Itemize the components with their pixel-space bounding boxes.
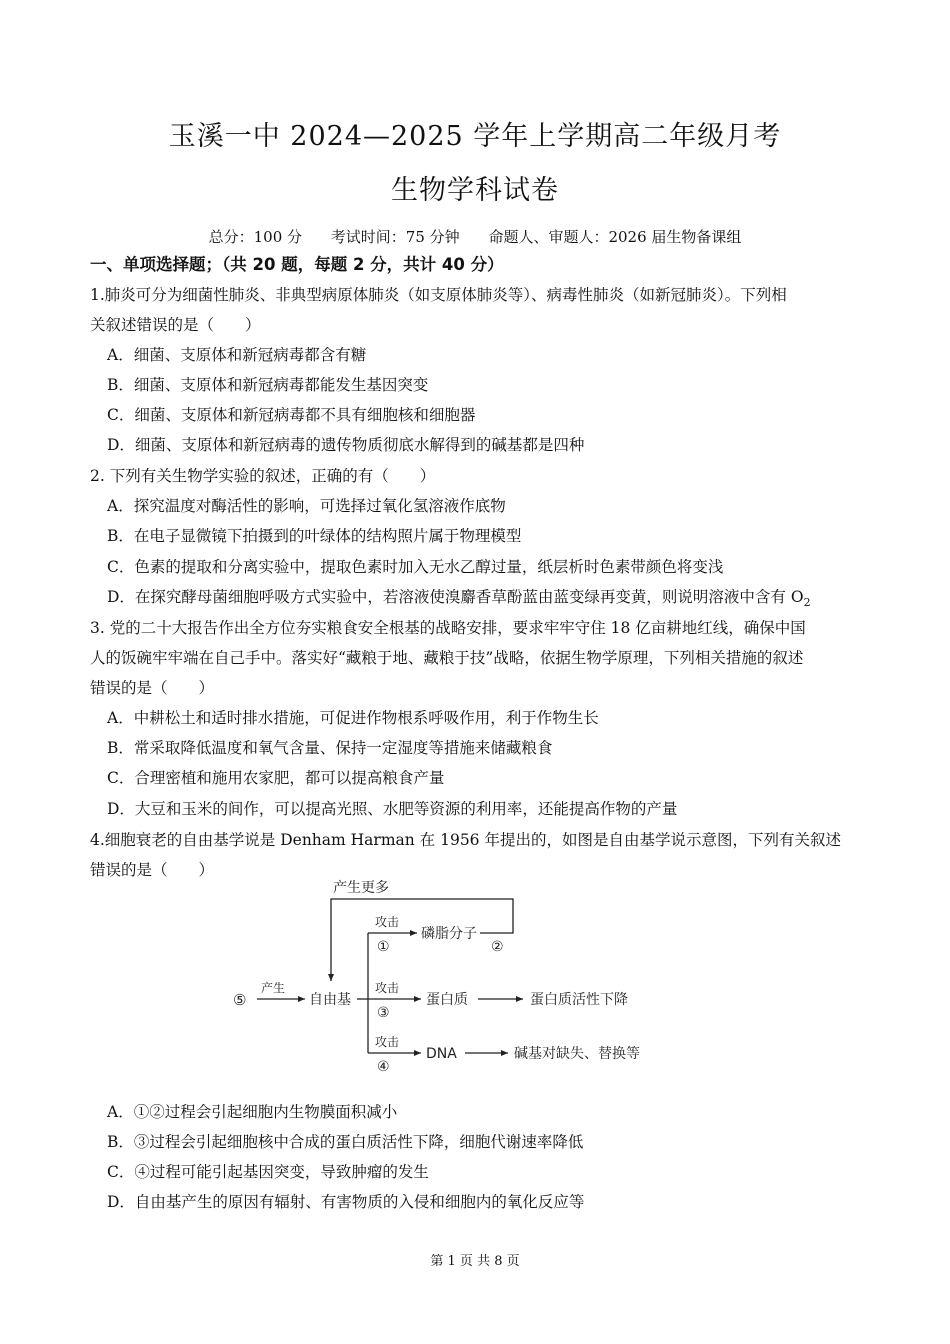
q3-option-d: D．大豆和玉米的间作，可以提高光照、水肥等资源的利用率，还能提高作物的产量 (107, 800, 678, 818)
free-radical-diagram (225, 875, 665, 1085)
q2-option-c: C．色素的提取和分离实验中，提取色素时加入无水乙醇过量，纸层析时色素带颜色将变浅 (107, 558, 724, 576)
q2-option-d-subscript: 2 (803, 596, 811, 610)
exam-title: 玉溪一中 2024—2025 学年上学期高二年级月考 (168, 121, 782, 152)
q4-option-a: A．①②过程会引起细胞内生物膜面积减小 (107, 1103, 398, 1121)
label-protein: 蛋白质 (426, 992, 468, 1008)
label-attack-3: 攻击 (375, 981, 400, 995)
label-n1: ① (377, 939, 390, 955)
label-dna-result: 碱基对缺失、替换等 (514, 1046, 640, 1062)
q3-option-c: C．合理密植和施用农家肥，都可以提高粮食产量 (107, 769, 445, 787)
q3-stem-line1: 3. 党的二十大报告作出全方位夯实粮食安全根基的战略安排，要求牢牢守住 18 亿亩耕地红线，确保中国 (90, 619, 806, 637)
label-attack-1: 攻击 (375, 915, 400, 929)
q3-stem-line3: 错误的是（ ） (90, 679, 215, 697)
q1-option-b: B．细菌、支原体和新冠病毒都能发生基因突变 (107, 376, 429, 394)
exam-time: 考试时间：75 分钟 (330, 228, 460, 246)
exam-meta (0, 226, 950, 247)
label-attack-4: 攻击 (375, 1035, 400, 1049)
page-footer: 第 1 页 共 8 页 (430, 1254, 520, 1269)
q1-stem-line2: 关叙述错误的是（ ） (90, 316, 261, 334)
q1-option-d: D．细菌、支原体和新冠病毒的遗传物质彻底水解得到的碱基都是四种 (107, 436, 585, 454)
label-produce: 产生 (261, 981, 286, 995)
q3-stem-line2: 人的饭碗牢牢端在自己手中。落实好“藏粮于地、藏粮于技”战略，依据生物学原理，下列相关措施的叙述 (90, 649, 804, 667)
q2-option-d (107, 585, 811, 609)
q2-option-a: A．探究温度对酶活性的影响，可选择过氧化氢溶液作底物 (107, 497, 506, 515)
label-protein-result: 蛋白质活性下降 (530, 992, 628, 1008)
q1-option-a: A．细菌、支原体和新冠病毒都含有糖 (107, 346, 367, 364)
q3-option-a: A．中耕松土和适时排水措施，可促进作物根系呼吸作用，利于作物生长 (107, 709, 599, 727)
q1-stem-line1: 1.肺炎可分为细菌性肺炎、非典型病原体肺炎（如支原体肺炎等）、病毒性肺炎（如新冠肺炎）。下列相 (90, 286, 787, 304)
q2-stem: 2. 下列有关生物学实验的叙述，正确的有（ ） (90, 467, 436, 485)
q4-stem-line2: 错误的是（ ） (90, 861, 215, 879)
exam-authors: 命题人、审题人：2026 届生物备课组 (488, 228, 742, 246)
section-heading: 一、单项选择题；（共 20 题，每题 2 分，共计 40 分） (90, 255, 504, 274)
label-dna: DNA (426, 1046, 457, 1062)
q3-option-b: B．常采取降低温度和氧气含量、保持一定湿度等措施来储藏粮食 (107, 739, 553, 757)
q2-option-b: B．在电子显微镜下拍摄到的叶绿体的结构照片属于物理模型 (107, 527, 522, 545)
q2-option-d-text: D．在探究酵母菌细胞呼吸方式实验中，若溶液使溴麝香草酚蓝由蓝变绿再变黄，则说明溶液中含有 O (107, 588, 804, 606)
q4-option-d: D．自由基产生的原因有辐射、有害物质的入侵和细胞内的氧化反应等 (107, 1193, 585, 1211)
label-phospholipid: 磷脂分子 (421, 926, 477, 942)
label-produce-more: 产生更多 (333, 880, 389, 896)
q4-option-c: C．④过程可能引起基因突变，导致肿瘤的发生 (107, 1163, 429, 1181)
label-n3: ③ (377, 1005, 390, 1021)
label-n5: ⑤ (233, 991, 247, 1009)
label-n4: ④ (377, 1059, 390, 1075)
total-score: 总分：100 分 (208, 228, 303, 246)
q4-option-b: B．③过程会引起细胞核中合成的蛋白质活性下降，细胞代谢速率降低 (107, 1133, 584, 1151)
label-free-radical: 自由基 (309, 992, 351, 1008)
label-n2: ② (491, 939, 504, 955)
exam-subtitle: 生物学科试卷 (391, 175, 559, 206)
q4-stem-line1: 4.细胞衰老的自由基学说是 Denham Harman 在 1956 年提出的，如图是自由基学说示意图，下列有关叙述 (90, 831, 841, 849)
q1-option-c: C．细菌、支原体和新冠病毒都不具有细胞核和细胞器 (107, 406, 476, 424)
